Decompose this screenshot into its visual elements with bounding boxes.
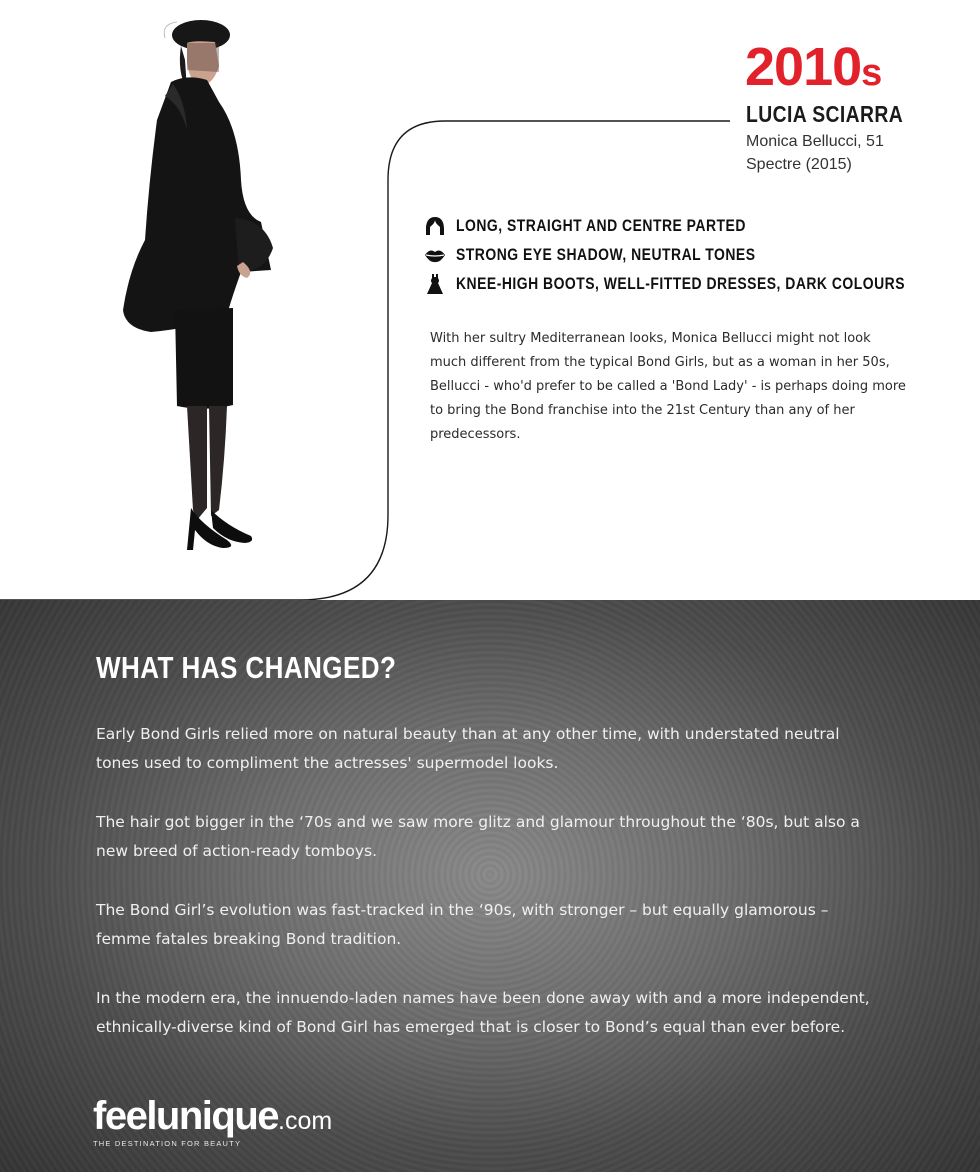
summary-paragraph: The Bond Girl’s evolution was fast-tracked in the ‘90s, with stronger – but equally glamorous – femme fatales breaking Bond tradition. xyxy=(96,901,829,948)
hair-icon xyxy=(424,215,446,237)
brand-wordmark: feelunique.com xyxy=(93,1094,333,1138)
decade-title: 2010s xyxy=(745,37,883,97)
style-traits-list xyxy=(424,211,980,298)
character-name: LUCIA SCIARRA xyxy=(746,101,904,127)
trait-item-fashion xyxy=(424,269,980,298)
trait-label: KNEE-HIGH BOOTS, WELL-FITTED DRESSES, DARK COLOURS xyxy=(456,273,906,293)
section-heading: WHAT HAS CHANGED? xyxy=(96,650,397,685)
trait-item-makeup xyxy=(424,240,980,269)
brand-tagline: THE DESTINATION FOR BEAUTY xyxy=(93,1139,242,1148)
woman-black-outfit-illustration xyxy=(115,10,285,555)
film-title-year: Spectre (2015) xyxy=(746,156,852,173)
dress-icon xyxy=(424,273,446,295)
summary-paragraph: Early Bond Girls relied more on natural beauty than at any other time, with understated neutral tones used to compliment the actresses' supermodel looks. xyxy=(96,725,840,772)
character-description: With her sultry Mediterranean looks, Monica Bellucci might not look much different from the typical Bond Girls, but as a woman in her 50s, Bellucci - who'd prefer to be called a 'Bond Lady' - is perhaps doing more to bring the Bond franchise into the 21st Century than any of her predecessors. xyxy=(430,331,906,442)
trait-label: STRONG EYE SHADOW, NEUTRAL TONES xyxy=(456,244,756,264)
lips-icon xyxy=(424,244,446,266)
what-has-changed-section xyxy=(0,600,980,1172)
brand-logo xyxy=(93,1096,332,1148)
summary-paragraph: In the modern era, the innuendo-laden names have been done away with and a more independent, ethnically-diverse kind of Bond Girl has emerged that is closer to Bond’s equal than ever before. xyxy=(96,989,870,1036)
trait-label: LONG, STRAIGHT AND CENTRE PARTED xyxy=(456,215,746,235)
actress-age: Monica Bellucci, 51 xyxy=(746,133,884,150)
trait-item-hair xyxy=(424,211,980,240)
summary-paragraph: The hair got bigger in the ‘70s and we saw more glitz and glamour throughout the ‘80s, but also a new breed of action-ready tomboys. xyxy=(96,813,860,860)
